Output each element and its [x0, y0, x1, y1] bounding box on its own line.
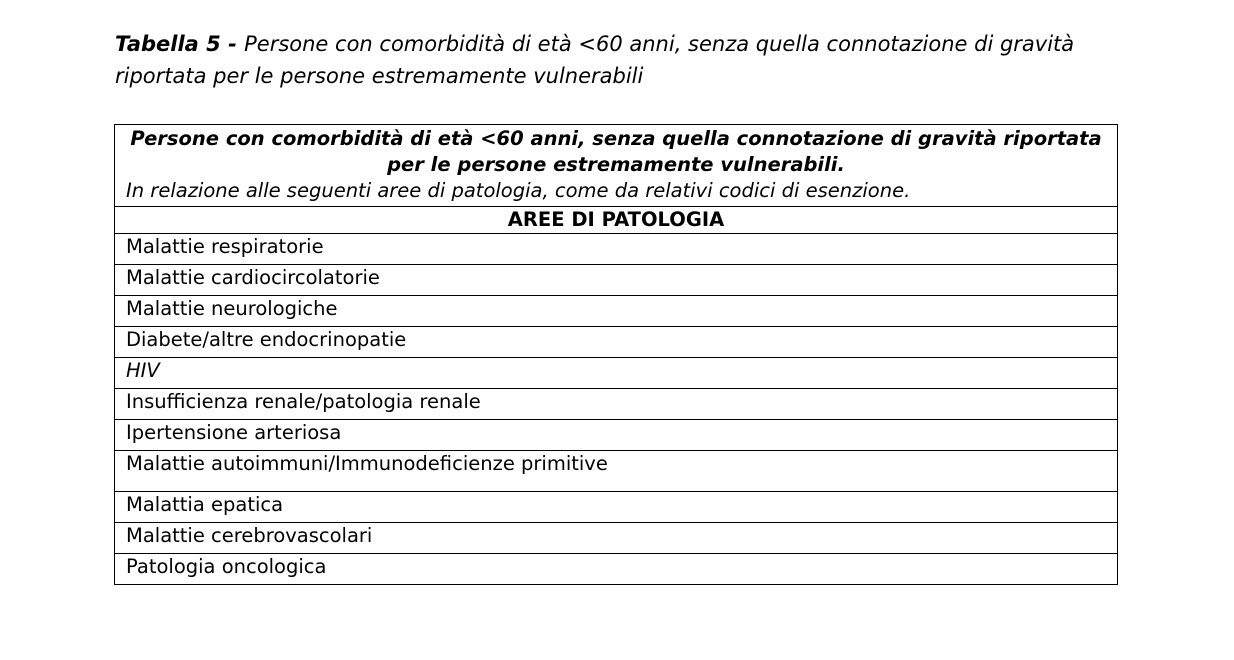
table-row	[115, 296, 1118, 327]
row-diabete: Diabete/altre endocrinopatie	[115, 327, 1118, 358]
row-hiv: HIV	[115, 358, 1118, 389]
caption-text: Persone con comorbidità di età <60 anni, senza quella connotazione di gravità riportata per le persone estremamente vulnerabili	[115, 32, 1075, 88]
row-oncologica: Patologia oncologica	[115, 554, 1118, 585]
table-row	[115, 389, 1118, 420]
table-row	[115, 265, 1118, 296]
table-row	[115, 420, 1118, 451]
table-row	[115, 451, 1118, 492]
table-row	[115, 492, 1118, 523]
table-note: In relazione alle seguenti aree di patologia, come da relativi codici di esenzione.	[126, 179, 911, 202]
table-row	[115, 327, 1118, 358]
row-epatica: Malattia epatica	[115, 492, 1118, 523]
table-row	[115, 554, 1118, 585]
table-title-cell	[115, 125, 1118, 207]
pathology-table	[114, 124, 1118, 585]
row-neurologiche: Malattie neurologiche	[115, 296, 1118, 327]
table-caption	[115, 28, 1125, 92]
section-header: AREE DI PATOLOGIA	[115, 207, 1118, 234]
section-header-row	[115, 207, 1118, 234]
table-row	[115, 523, 1118, 554]
row-cerebrovascolari: Malattie cerebrovascolari	[115, 523, 1118, 554]
row-renale: Insufficienza renale/patologia renale	[115, 389, 1118, 420]
table-row	[115, 358, 1118, 389]
row-respiratorie: Malattie respiratorie	[115, 234, 1118, 265]
table-title-row	[115, 125, 1118, 207]
table-row	[115, 234, 1118, 265]
table-title: Persone con comorbidità di età <60 anni, senza quella connotazione di gravità riportata per le persone estremamente vulnerabili.	[130, 127, 1102, 176]
row-ipertensione: Ipertensione arteriosa	[115, 420, 1118, 451]
row-autoimmuni: Malattie autoimmuni/Immunodeficienze primitive	[115, 451, 1118, 492]
row-cardiocircolatorie: Malattie cardiocircolatorie	[115, 265, 1118, 296]
caption-label: Tabella 5 -	[115, 32, 245, 56]
